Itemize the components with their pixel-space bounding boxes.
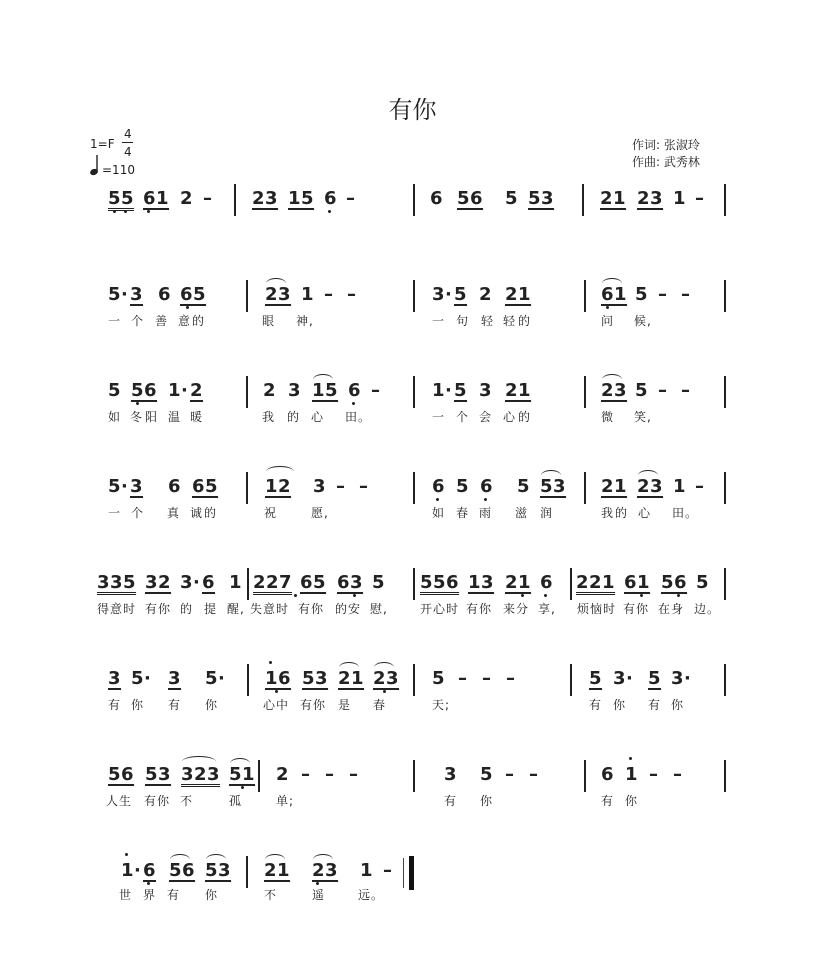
lyric: 轻 bbox=[481, 314, 495, 328]
lyric: 的 bbox=[180, 602, 194, 616]
lyric: 心中 bbox=[263, 698, 290, 712]
note: 1 bbox=[673, 188, 687, 209]
note: 3 bbox=[479, 380, 493, 401]
barline bbox=[724, 664, 726, 696]
note: 23 bbox=[373, 668, 400, 689]
note: 6 bbox=[480, 476, 494, 497]
note: 5 bbox=[456, 476, 470, 497]
lyric: 眼 bbox=[262, 314, 276, 328]
lyric: 田。 bbox=[345, 410, 372, 424]
dot-mark: · bbox=[218, 668, 226, 689]
note: 323 bbox=[181, 764, 221, 785]
low-octave-dot bbox=[124, 210, 127, 213]
low-octave-dot bbox=[352, 402, 355, 405]
low-octave-dot bbox=[640, 594, 643, 597]
dash: – bbox=[324, 284, 334, 305]
lyric: 真 bbox=[167, 506, 181, 520]
note: 3 bbox=[288, 380, 302, 401]
lyric: 我 bbox=[601, 506, 615, 520]
barline bbox=[413, 664, 415, 696]
lyric: 有你 bbox=[300, 698, 327, 712]
lyric: 失意时 bbox=[250, 602, 290, 616]
lyric: 不 bbox=[264, 888, 278, 902]
lyric: 的 bbox=[287, 410, 301, 424]
note: 53 bbox=[302, 668, 329, 689]
lyric: 有 bbox=[589, 698, 603, 712]
note: 5 bbox=[696, 572, 710, 593]
lyric: 慰, bbox=[370, 602, 388, 616]
lyric: 一 bbox=[432, 410, 446, 424]
note: 1 bbox=[121, 860, 135, 881]
barline bbox=[246, 856, 248, 888]
lyric: 的 bbox=[204, 506, 218, 520]
note: 15 bbox=[312, 380, 339, 401]
lyric: 滋 bbox=[515, 506, 529, 520]
note: 23 bbox=[637, 188, 664, 209]
note: 21 bbox=[264, 860, 291, 881]
dot-mark: · bbox=[121, 284, 129, 305]
lyric: 春 bbox=[456, 506, 470, 520]
note: 56 bbox=[108, 764, 135, 785]
note: 1 bbox=[360, 860, 374, 881]
note: 5 bbox=[108, 284, 122, 305]
note: 56 bbox=[457, 188, 484, 209]
lyric: 祝 bbox=[264, 506, 278, 520]
note: 53 bbox=[145, 764, 172, 785]
lyric: 会 bbox=[479, 410, 493, 424]
dash: – bbox=[649, 764, 659, 785]
note: 65 bbox=[300, 572, 327, 593]
lyric: 你 bbox=[131, 698, 145, 712]
low-octave-dot bbox=[186, 306, 189, 309]
composer-credit: 作曲: 武秀林 bbox=[632, 155, 700, 169]
low-octave-dot bbox=[316, 882, 319, 885]
lyric: 享, bbox=[538, 602, 556, 616]
lyric: 你 bbox=[613, 698, 627, 712]
dash: – bbox=[482, 668, 492, 689]
barline bbox=[724, 184, 726, 216]
note: 21 bbox=[601, 476, 628, 497]
lyric: 提 bbox=[204, 602, 218, 616]
lyric: 阳 bbox=[145, 410, 159, 424]
note: 5 bbox=[517, 476, 531, 497]
note: 227 bbox=[253, 572, 293, 593]
note: 2 bbox=[479, 284, 493, 305]
lyric: 醒, bbox=[227, 602, 245, 616]
note: 32 bbox=[145, 572, 172, 593]
low-octave-dot bbox=[353, 594, 356, 597]
lyric: 神, bbox=[296, 314, 314, 328]
barline bbox=[413, 280, 415, 312]
note: 3 bbox=[444, 764, 458, 785]
lyric: 天; bbox=[432, 698, 451, 712]
dot-mark: · bbox=[144, 668, 152, 689]
high-octave-dot bbox=[269, 661, 272, 664]
lyric: 你 bbox=[205, 888, 219, 902]
note: 1 bbox=[168, 380, 182, 401]
note: 2 bbox=[190, 380, 204, 401]
lyric: 心 bbox=[638, 506, 652, 520]
lyric: 个 bbox=[456, 410, 470, 424]
dot-mark: · bbox=[684, 668, 692, 689]
dash: – bbox=[346, 188, 356, 209]
note: 6 bbox=[158, 284, 172, 305]
lyric: 润 bbox=[540, 506, 554, 520]
dash: – bbox=[359, 476, 369, 497]
note: 5 bbox=[505, 188, 519, 209]
note: 6 bbox=[324, 188, 338, 209]
dash: – bbox=[673, 764, 683, 785]
dash: – bbox=[505, 764, 515, 785]
note: 1 bbox=[229, 572, 243, 593]
barline bbox=[570, 664, 572, 696]
note: 5 bbox=[635, 284, 649, 305]
lyric: 你 bbox=[625, 794, 639, 808]
lyric: 有你 bbox=[466, 602, 493, 616]
quarter-note-icon bbox=[88, 153, 102, 177]
low-octave-dot bbox=[544, 594, 547, 597]
high-octave-dot bbox=[629, 757, 632, 760]
barline bbox=[724, 472, 726, 504]
lyric: 我 bbox=[262, 410, 276, 424]
low-octave-dot bbox=[383, 690, 386, 693]
low-octave-dot bbox=[147, 210, 150, 213]
note: 221 bbox=[576, 572, 616, 593]
dash: – bbox=[301, 764, 311, 785]
lyric: 有你 bbox=[623, 602, 650, 616]
barline bbox=[247, 568, 249, 600]
note: 21 bbox=[338, 668, 365, 689]
lyric: 个 bbox=[131, 314, 145, 328]
lyric: 心 bbox=[503, 410, 517, 424]
lyric: 世 bbox=[119, 888, 133, 902]
note: 6 bbox=[432, 476, 446, 497]
lyric: 的 bbox=[518, 410, 532, 424]
dash: – bbox=[349, 764, 359, 785]
note: 65 bbox=[180, 284, 207, 305]
lyric: 你 bbox=[480, 794, 494, 808]
dash: – bbox=[695, 188, 705, 209]
barline bbox=[724, 568, 726, 600]
barline bbox=[234, 184, 236, 216]
dash: – bbox=[371, 380, 381, 401]
note: 53 bbox=[540, 476, 567, 497]
note: 5 bbox=[205, 668, 219, 689]
note: 6 bbox=[202, 572, 216, 593]
lyric: 一 bbox=[432, 314, 446, 328]
lyric: 人生 bbox=[106, 794, 133, 808]
low-octave-dot bbox=[275, 690, 278, 693]
note: 5 bbox=[635, 380, 649, 401]
barline bbox=[246, 376, 248, 408]
note: 56 bbox=[131, 380, 158, 401]
note: 61 bbox=[601, 284, 628, 305]
note: 51 bbox=[229, 764, 256, 785]
lyric: 孤 bbox=[229, 794, 243, 808]
lyric: 有 bbox=[601, 794, 615, 808]
note: 5 bbox=[432, 668, 446, 689]
low-octave-dot bbox=[147, 882, 150, 885]
lyric: 善 bbox=[155, 314, 169, 328]
note: 12 bbox=[265, 476, 292, 497]
lyric: 单; bbox=[276, 794, 295, 808]
note: 2 bbox=[180, 188, 194, 209]
note: 15 bbox=[288, 188, 315, 209]
note: 53 bbox=[528, 188, 555, 209]
lyric: 诚 bbox=[190, 506, 204, 520]
dot-mark: · bbox=[181, 380, 189, 401]
lyric: 远。 bbox=[358, 888, 385, 902]
note: 1 bbox=[673, 476, 687, 497]
lyric: 如 bbox=[432, 506, 446, 520]
barline bbox=[582, 184, 584, 216]
note: 6 bbox=[430, 188, 444, 209]
note: 6 bbox=[168, 476, 182, 497]
note: 6 bbox=[348, 380, 362, 401]
time-signature-top: 4 bbox=[124, 127, 132, 141]
barline bbox=[724, 280, 726, 312]
lyric: 来分 bbox=[503, 602, 530, 616]
final-barline-thick bbox=[409, 856, 414, 890]
lyric: 你 bbox=[205, 698, 219, 712]
note: 23 bbox=[265, 284, 292, 305]
barline bbox=[246, 280, 248, 312]
lyric: 遥 bbox=[312, 888, 326, 902]
note: 13 bbox=[468, 572, 495, 593]
note: 3 bbox=[168, 668, 182, 689]
low-octave-dot bbox=[484, 498, 487, 501]
dash: – bbox=[658, 284, 668, 305]
note: 556 bbox=[420, 572, 460, 593]
lyric: 的 bbox=[192, 314, 206, 328]
dash: – bbox=[325, 764, 335, 785]
note: 3 bbox=[180, 572, 194, 593]
lyric: 有你 bbox=[298, 602, 325, 616]
lyric: 春 bbox=[373, 698, 387, 712]
barline bbox=[413, 568, 415, 600]
tempo-mark: =110 bbox=[102, 163, 135, 177]
note: 3 bbox=[130, 476, 144, 497]
barline bbox=[570, 568, 572, 600]
note: 65 bbox=[192, 476, 219, 497]
dash: – bbox=[506, 668, 516, 689]
note: 5 bbox=[372, 572, 386, 593]
low-octave-dot bbox=[521, 594, 524, 597]
dash: – bbox=[458, 668, 468, 689]
note: 1 bbox=[301, 284, 315, 305]
lyric: 如 bbox=[108, 410, 122, 424]
lyric: 有 bbox=[168, 698, 182, 712]
note: 56 bbox=[661, 572, 688, 593]
lyric: 田。 bbox=[672, 506, 699, 520]
lyric: 笑, bbox=[634, 410, 652, 424]
lyric: 意 bbox=[178, 314, 192, 328]
note: 53 bbox=[205, 860, 232, 881]
barline bbox=[724, 760, 726, 792]
note: 61 bbox=[143, 188, 170, 209]
low-octave-dot bbox=[328, 210, 331, 213]
barline bbox=[258, 760, 260, 792]
dash: – bbox=[383, 860, 393, 881]
note: 21 bbox=[505, 284, 532, 305]
note: 2 bbox=[263, 380, 277, 401]
low-octave-dot bbox=[677, 594, 680, 597]
note: 3 bbox=[613, 668, 627, 689]
barline bbox=[413, 376, 415, 408]
barline bbox=[584, 280, 586, 312]
note: 1 bbox=[625, 764, 639, 785]
time-signature-bottom: 4 bbox=[124, 145, 132, 159]
barline bbox=[246, 472, 248, 504]
note: 335 bbox=[97, 572, 137, 593]
lyric: 轻 bbox=[503, 314, 517, 328]
lyric: 烦恼时 bbox=[577, 602, 617, 616]
lyric: 候, bbox=[634, 314, 652, 328]
barline bbox=[413, 184, 415, 216]
low-octave-dot bbox=[606, 306, 609, 309]
lyric: 有你 bbox=[145, 602, 172, 616]
dash: – bbox=[203, 188, 213, 209]
lyric: 一 bbox=[108, 314, 122, 328]
lyric: 是 bbox=[338, 698, 352, 712]
time-signature-rule bbox=[122, 142, 133, 143]
note: 6 bbox=[601, 764, 615, 785]
barline bbox=[413, 760, 415, 792]
lyric: 不 bbox=[180, 794, 194, 808]
note: 63 bbox=[337, 572, 364, 593]
dot-mark: · bbox=[121, 476, 129, 497]
note: 5 bbox=[108, 476, 122, 497]
barline bbox=[584, 472, 586, 504]
lyric: 愿, bbox=[311, 506, 329, 520]
lyric: 边。 bbox=[694, 602, 721, 616]
note: 21 bbox=[505, 572, 532, 593]
lyric: 雨 bbox=[479, 506, 493, 520]
note: 6 bbox=[143, 860, 157, 881]
lyric: 有 bbox=[444, 794, 458, 808]
lyric: 冬 bbox=[130, 410, 144, 424]
dash: – bbox=[347, 284, 357, 305]
lyric: 微 bbox=[601, 410, 615, 424]
dot-mark: · bbox=[445, 284, 453, 305]
low-octave-dot bbox=[294, 594, 297, 597]
barline bbox=[584, 760, 586, 792]
high-octave-dot bbox=[125, 853, 128, 856]
lyric: 有你 bbox=[144, 794, 171, 808]
lyricist-credit: 作词: 张淑玲 bbox=[632, 138, 700, 152]
note: 5 bbox=[131, 668, 145, 689]
note: 5 bbox=[480, 764, 494, 785]
lyric: 界 bbox=[143, 888, 157, 902]
note: 5 bbox=[108, 380, 122, 401]
key-signature: 1=F bbox=[90, 137, 115, 151]
note: 23 bbox=[637, 476, 664, 497]
low-octave-dot bbox=[436, 498, 439, 501]
low-octave-dot bbox=[113, 210, 116, 213]
note: 61 bbox=[624, 572, 651, 593]
lyric: 温 bbox=[168, 410, 182, 424]
dash: – bbox=[681, 284, 691, 305]
lyric: 的安 bbox=[335, 602, 362, 616]
note: 23 bbox=[312, 860, 339, 881]
dash: – bbox=[658, 380, 668, 401]
final-barline-thin bbox=[403, 858, 404, 888]
low-octave-dot bbox=[241, 786, 244, 789]
dot-mark: · bbox=[626, 668, 634, 689]
note: 56 bbox=[169, 860, 196, 881]
note: 2 bbox=[276, 764, 290, 785]
note: 3 bbox=[108, 668, 122, 689]
note: 5 bbox=[648, 668, 662, 689]
dash: – bbox=[681, 380, 691, 401]
dash: – bbox=[336, 476, 346, 497]
dot-mark: · bbox=[193, 572, 201, 593]
barline bbox=[724, 376, 726, 408]
note: 3 bbox=[671, 668, 685, 689]
lyric: 问 bbox=[601, 314, 615, 328]
barline bbox=[413, 472, 415, 504]
lyric: 开心时 bbox=[420, 602, 460, 616]
lyric: 心 bbox=[311, 410, 325, 424]
lyric: 有 bbox=[108, 698, 122, 712]
lyric: 的 bbox=[615, 506, 629, 520]
song-title: 有你 bbox=[388, 96, 437, 124]
lyric: 句 bbox=[456, 314, 470, 328]
note: 16 bbox=[265, 668, 292, 689]
lyric: 你 bbox=[671, 698, 685, 712]
lyric: 暖 bbox=[190, 410, 204, 424]
note: 5 bbox=[589, 668, 603, 689]
note: 5 bbox=[454, 284, 468, 305]
note: 21 bbox=[505, 380, 532, 401]
dash: – bbox=[695, 476, 705, 497]
lyric: 的 bbox=[518, 314, 532, 328]
note: 3 bbox=[432, 284, 446, 305]
lyric: 得意时 bbox=[97, 602, 137, 616]
note: 3 bbox=[313, 476, 327, 497]
note: 55 bbox=[108, 188, 135, 209]
note: 23 bbox=[252, 188, 279, 209]
note: 6 bbox=[540, 572, 554, 593]
note: 23 bbox=[601, 380, 628, 401]
note: 21 bbox=[600, 188, 627, 209]
lyric: 有 bbox=[648, 698, 662, 712]
note: 1 bbox=[432, 380, 446, 401]
lyric: 个 bbox=[131, 506, 145, 520]
lyric: 在身 bbox=[658, 602, 685, 616]
dash: – bbox=[529, 764, 539, 785]
low-octave-dot bbox=[136, 402, 139, 405]
barline bbox=[584, 376, 586, 408]
note: 3 bbox=[130, 284, 144, 305]
lyric: 一 bbox=[108, 506, 122, 520]
note: 5 bbox=[454, 380, 468, 401]
barline bbox=[247, 664, 249, 696]
dot-mark: · bbox=[134, 860, 142, 881]
dot-mark: · bbox=[445, 380, 453, 401]
lyric: 有 bbox=[167, 888, 181, 902]
